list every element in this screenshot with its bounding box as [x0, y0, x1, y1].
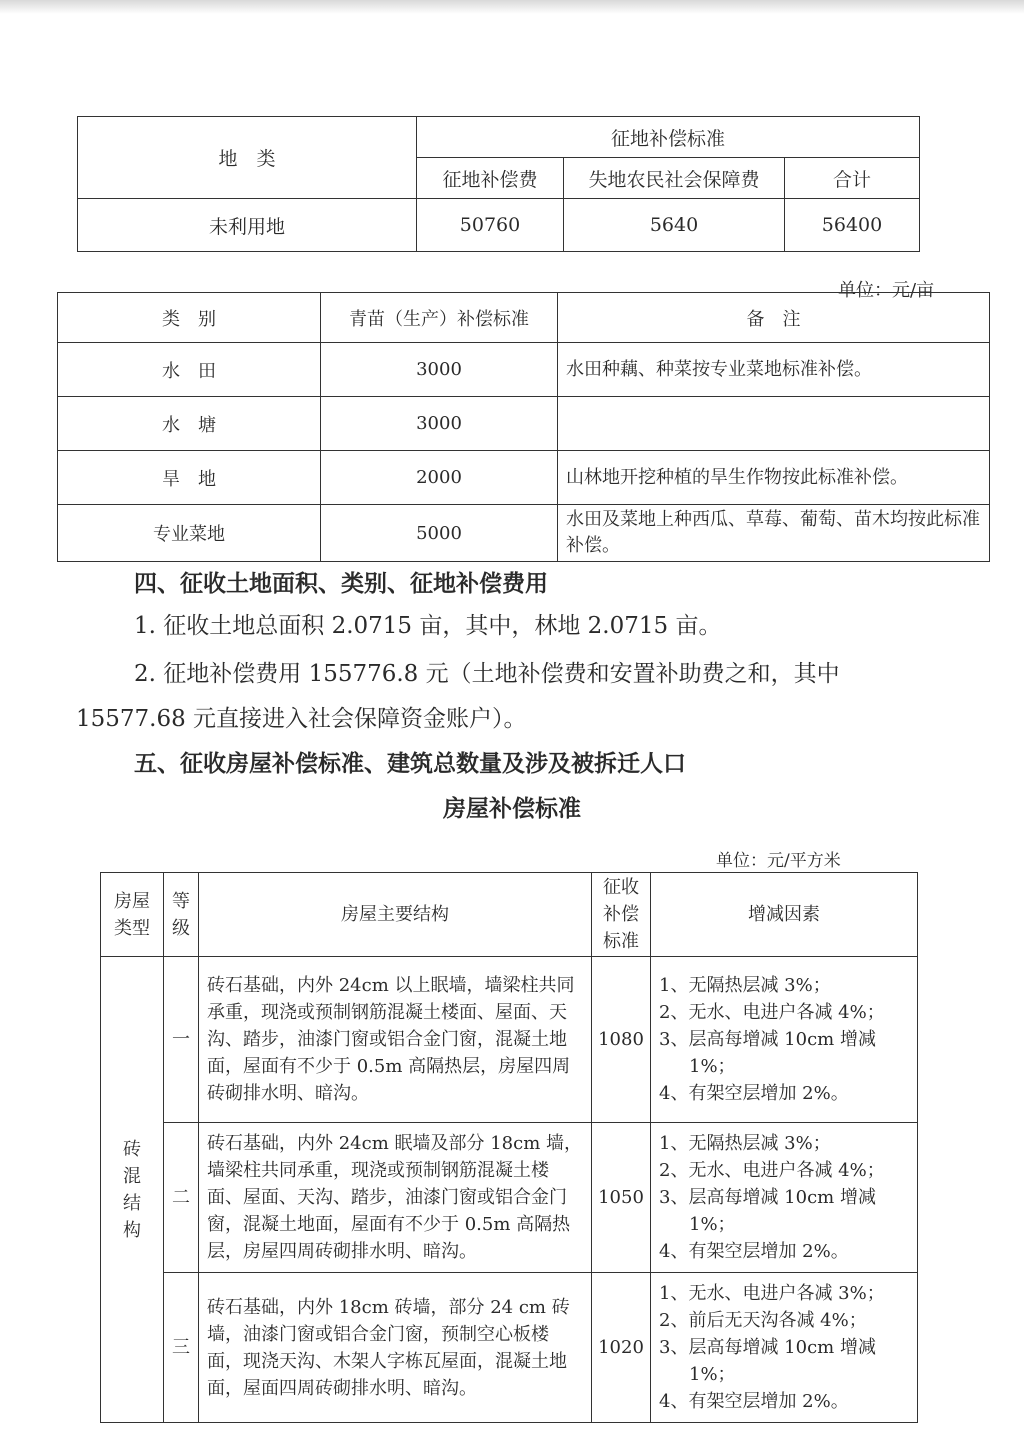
cell-category: 水 塘: [58, 397, 321, 451]
cell-standard: 1050: [592, 1123, 651, 1273]
header-crop-standard: 青苗（生产）补偿标准: [321, 293, 558, 343]
cell-note: 水田及菜地上种西瓜、草莓、葡萄、苗木均按此标准补偿。: [558, 505, 990, 562]
cell-standard: 1020: [592, 1273, 651, 1423]
table-row: [101, 957, 918, 1123]
factor-item: 3、层高每增减 10cm 增减 1%；: [659, 1187, 876, 1235]
factor-item: 4、有架空层增加 2%。: [659, 1241, 849, 1262]
factor-item: 2、前后无天沟各减 4%；: [659, 1310, 867, 1331]
cell-social-security-fee: 5640: [564, 199, 785, 252]
section-4-item-2-continued: 15577.68 元直接进入社会保障资金账户）。: [76, 706, 527, 732]
cell-note: 水田种藕、种菜按专业菜地标准补偿。: [558, 343, 990, 397]
header-structure: 房屋主要结构: [199, 873, 592, 957]
cell-land-type: 未利用地: [78, 199, 417, 252]
factor-item: 4、有架空层增加 2%。: [659, 1083, 849, 1104]
cell-category: 水 田: [58, 343, 321, 397]
header-house-type: 房屋 类型: [101, 873, 164, 957]
factor-item: 3、层高每增减 10cm 增减 1%；: [659, 1337, 876, 1385]
cell-structure: 砖石基础，内外 18cm 砖墙，部分 24 cm 砖墙，油漆门窗或铝合金门窗，预制空心板楼面，现浇天沟、木架人字栋瓦屋面，混凝土地面，屋面四周砖砌排水明、暗沟。: [199, 1273, 592, 1423]
land-compensation-table: [77, 116, 920, 252]
table-row: [58, 505, 990, 562]
header-standard: 征收 补偿 标准: [592, 873, 651, 957]
header-factors: 增减因素: [651, 873, 918, 957]
cell-compensation-fee: 50760: [417, 199, 564, 252]
section-5-heading: 五、征收房屋补偿标准、建筑总数量及涉及被拆迁人口: [134, 750, 686, 777]
cell-structure: 砖石基础，内外 24cm 以上眠墙，墙梁柱共同承重，现浇或预制钢筋混凝土楼面、屋面、天沟、踏步，油漆门窗或铝合金门窗，混凝土地面，屋面有不少于 0.5m 高隔热层，房屋四周砖砌排水明、暗沟。: [199, 957, 592, 1123]
factor-item: 4、有架空层增加 2%。: [659, 1391, 849, 1412]
factor-item: 3、层高每增减 10cm 增减 1%；: [659, 1029, 876, 1077]
factor-item: 1、无隔热层减 3%；: [659, 1133, 831, 1154]
cell-total: 56400: [785, 199, 920, 252]
cell-standard: 2000: [321, 451, 558, 505]
table-row: [58, 397, 990, 451]
cell-grade: 三: [164, 1273, 199, 1423]
crop-compensation-table: [57, 292, 990, 562]
cell-standard: 5000: [321, 505, 558, 562]
unit-label: 单位：元/亩: [838, 280, 935, 301]
header-land-type: 地 类: [78, 117, 417, 199]
header-grade: 等 级: [164, 873, 199, 957]
header-note: 备 注: [558, 293, 990, 343]
section-4-item-2: 2. 征地补偿费用 155776.8 元（土地补偿费和安置补助费之和，其中: [134, 661, 840, 687]
cell-grade: 一: [164, 957, 199, 1123]
header-total: 合计: [785, 158, 920, 199]
table-row: [58, 343, 990, 397]
house-compensation-table: [100, 872, 918, 1423]
cell-note: [558, 397, 990, 451]
unit-label: 单位：元/平方米: [716, 851, 841, 871]
section-4-item-1: 1. 征收土地总面积 2.0715 亩，其中，林地 2.0715 亩。: [134, 613, 722, 639]
cell-standard: 3000: [321, 397, 558, 451]
header-social-security-fee: 失地农民社会保障费: [564, 158, 785, 199]
cell-grade: 二: [164, 1123, 199, 1273]
factor-item: 1、无水、电进户各减 3%；: [659, 1283, 885, 1304]
cell-standard: 1080: [592, 957, 651, 1123]
header-category: 类 别: [58, 293, 321, 343]
cell-factors: [651, 1123, 918, 1273]
cell-category: 旱 地: [58, 451, 321, 505]
table-row: [101, 1123, 918, 1273]
table-row: [78, 199, 920, 252]
cell-standard: 3000: [321, 343, 558, 397]
cell-category: 专业菜地: [58, 505, 321, 562]
house-table-title: 房屋补偿标准: [443, 795, 581, 822]
scan-edge-shadow: [0, 0, 1024, 14]
cell-structure: 砖石基础，内外 24cm 眠墙及部分 18cm 墙，墙梁柱共同承重，现浇或预制钢筋混凝土楼面、屋面、天沟、踏步，油漆门窗或铝合金门窗，混凝土地面，屋面有不少于 0.5m 高隔热层，房屋四周砖砌排水明、暗沟。: [199, 1123, 592, 1273]
header-compensation-standard: 征地补偿标准: [417, 117, 920, 158]
factor-item: 2、无水、电进户各减 4%；: [659, 1002, 885, 1023]
table-row: [101, 1273, 918, 1423]
cell-factors: [651, 957, 918, 1123]
cell-note: 山林地开挖种植的旱生作物按此标准补偿。: [558, 451, 990, 505]
cell-house-type: 砖 混 结 构: [101, 957, 164, 1423]
header-compensation-fee: 征地补偿费: [417, 158, 564, 199]
cell-factors: [651, 1273, 918, 1423]
factor-item: 2、无水、电进户各减 4%；: [659, 1160, 885, 1181]
table-row: [58, 451, 990, 505]
factor-item: 1、无隔热层减 3%；: [659, 975, 831, 996]
section-4-heading: 四、征收土地面积、类别、征地补偿费用: [134, 570, 548, 597]
